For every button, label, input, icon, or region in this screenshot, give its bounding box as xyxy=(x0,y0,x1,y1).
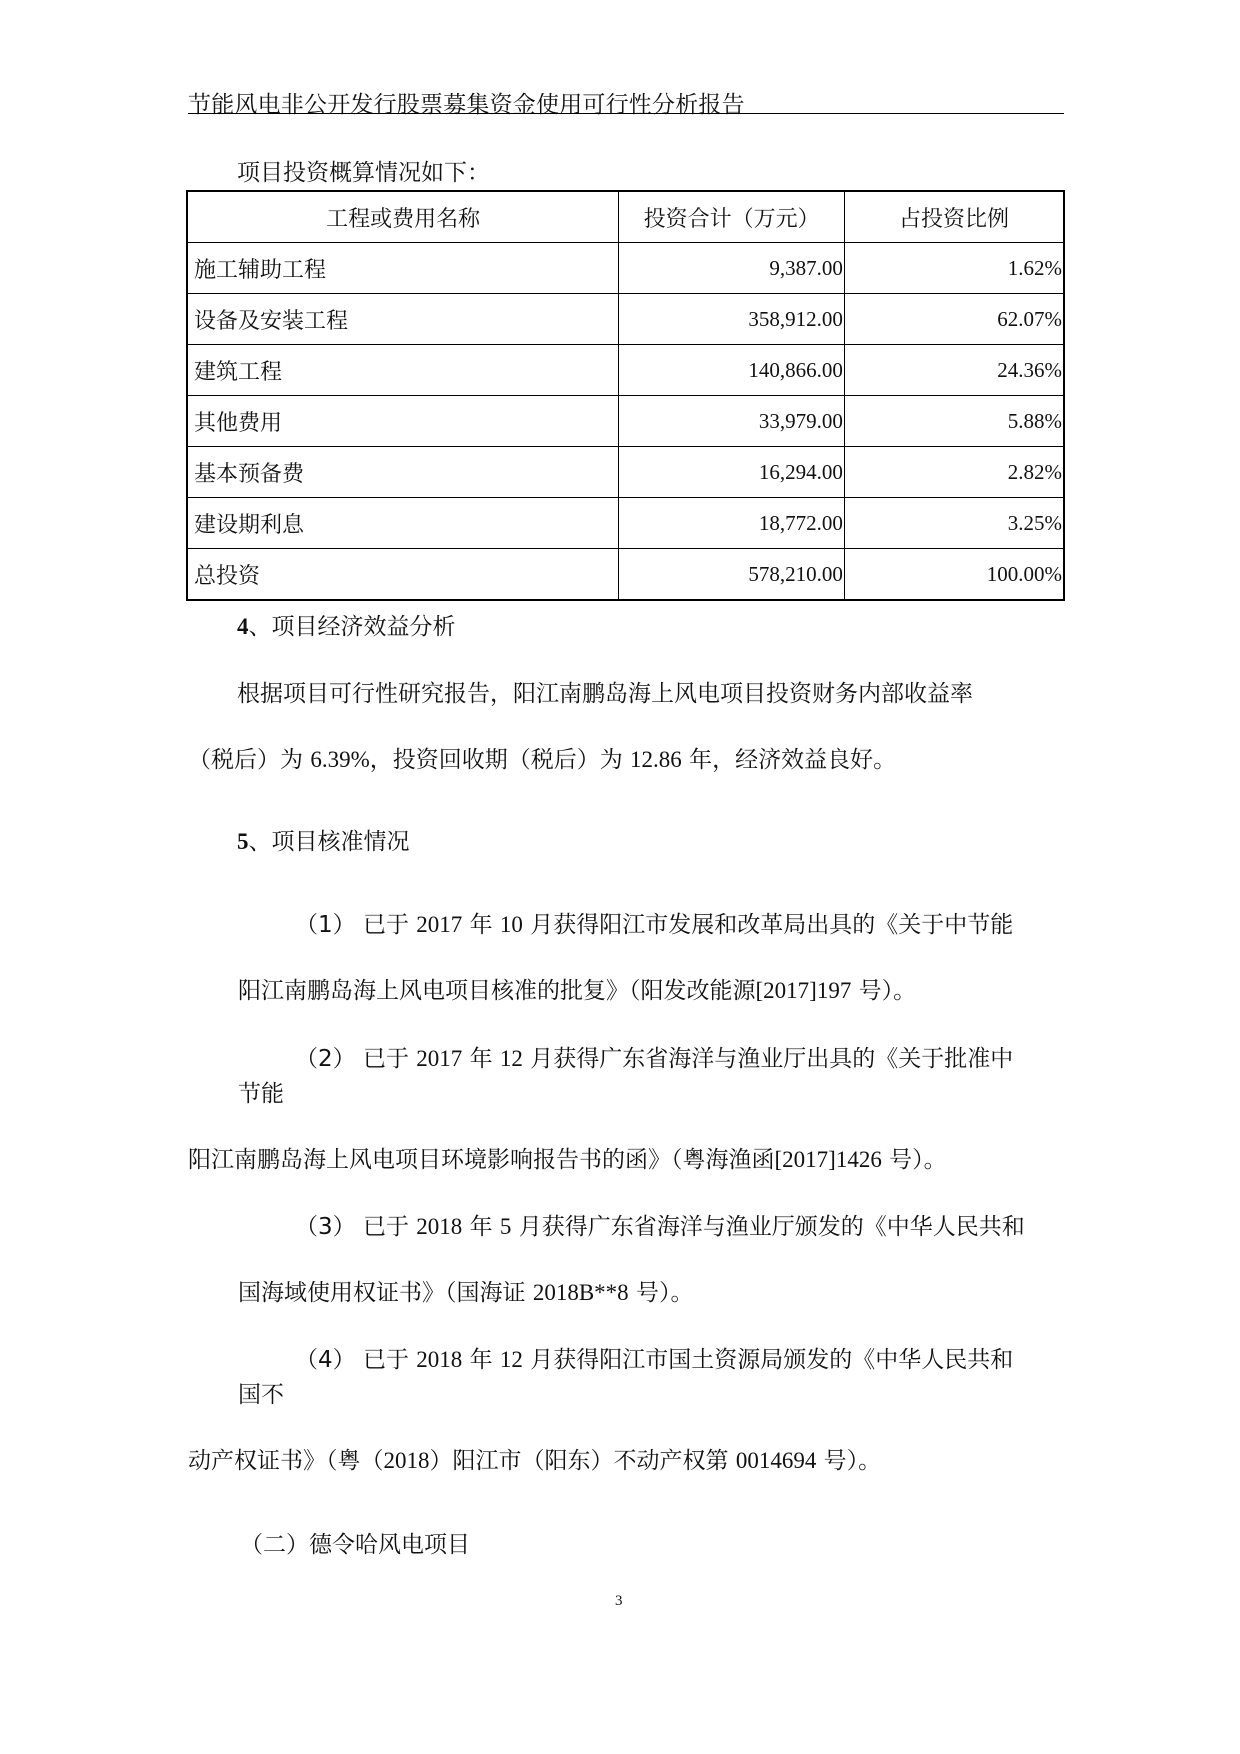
row-ratio: 1.62% xyxy=(844,243,1064,294)
row-name: 总投资 xyxy=(187,549,619,601)
header-amount: 投资合计（万元） xyxy=(619,191,845,243)
approval-item-1-line1: （1） 已于 2017 年 10 月获得阳江市发展和改革局出具的《关于中节能 xyxy=(295,912,1014,938)
approval-item-4-line3: 动产权证书》（粤（2018）阳江市（阳东）不动产权第 0014694 号）。 xyxy=(188,1448,882,1474)
table-row xyxy=(187,294,1064,345)
row-name: 设备及安装工程 xyxy=(187,294,619,345)
row-name: 建设期利息 xyxy=(187,498,619,549)
section-4-paragraph-line2: （税后）为 6.39%，投资回收期（税后）为 12.86 年，经济效益良好。 xyxy=(188,747,897,773)
row-name: 其他费用 xyxy=(187,396,619,447)
section-4-title: 、项目经济效益分析 xyxy=(248,614,456,640)
approval-item-2-line2: 节能 xyxy=(238,1081,284,1107)
approval-item-1-line2: 阳江南鹏岛海上风电项目核准的批复》（阳发改能源[2017]197 号）。 xyxy=(238,978,917,1004)
row-amount: 16,294.00 xyxy=(619,447,845,498)
approval-item-4-line1: （4） 已于 2018 年 12 月获得阳江市国土资源局颁发的《中华人民共和 xyxy=(295,1347,1014,1373)
row-amount: 578,210.00 xyxy=(619,549,845,601)
row-name: 基本预备费 xyxy=(187,447,619,498)
row-amount: 140,866.00 xyxy=(619,345,845,396)
section-4-paragraph-line1: 根据项目可行性研究报告，阳江南鹏岛海上风电项目投资财务内部收益率 xyxy=(237,681,973,707)
row-ratio: 3.25% xyxy=(844,498,1064,549)
table-row xyxy=(187,498,1064,549)
approval-item-2-line3: 阳江南鹏岛海上风电项目环境影响报告书的函》（粤海渔函[2017]1426 号）。 xyxy=(188,1147,947,1173)
row-name: 施工辅助工程 xyxy=(187,243,619,294)
page-number: 3 xyxy=(615,1593,623,1609)
table-row xyxy=(187,345,1064,396)
row-ratio: 2.82% xyxy=(844,447,1064,498)
running-header: 节能风电非公开发行股票募集资金使用可行性分析报告 xyxy=(188,92,745,118)
header-name: 工程或费用名称 xyxy=(187,191,619,243)
table-row xyxy=(187,396,1064,447)
approval-item-2-line1: （2） 已于 2017 年 12 月获得广东省海洋与渔业厅出具的《关于批准中 xyxy=(295,1046,1014,1072)
section-5-heading xyxy=(237,823,410,856)
header-ratio: 占投资比例 xyxy=(844,191,1064,243)
table-row-total xyxy=(187,549,1064,601)
section-5-number: 5 xyxy=(237,829,249,854)
section-5-title: 、项目核准情况 xyxy=(248,829,410,855)
approval-item-3-line1: （3） 已于 2018 年 5 月获得广东省海洋与渔业厅颁发的《中华人民共和 xyxy=(295,1214,1025,1240)
table-intro: 项目投资概算情况如下： xyxy=(237,160,490,186)
row-ratio: 5.88% xyxy=(844,396,1064,447)
section-4-heading xyxy=(237,608,456,641)
investment-table xyxy=(186,190,1065,601)
table-row xyxy=(187,243,1064,294)
row-name: 建筑工程 xyxy=(187,345,619,396)
row-amount: 33,979.00 xyxy=(619,396,845,447)
row-ratio: 24.36% xyxy=(844,345,1064,396)
table-row xyxy=(187,447,1064,498)
approval-item-4-line2: 国不 xyxy=(238,1382,284,1408)
approval-item-3-line2: 国海域使用权证书》（国海证 2018B**8 号）。 xyxy=(238,1280,694,1306)
header-rule xyxy=(188,113,1064,114)
table-header-row xyxy=(187,191,1064,243)
section-heading-2: （二）德令哈风电项目 xyxy=(240,1532,470,1558)
row-amount: 18,772.00 xyxy=(619,498,845,549)
row-ratio: 100.00% xyxy=(844,549,1064,601)
row-ratio: 62.07% xyxy=(844,294,1064,345)
row-amount: 358,912.00 xyxy=(619,294,845,345)
section-4-number: 4 xyxy=(237,614,249,639)
row-amount: 9,387.00 xyxy=(619,243,845,294)
